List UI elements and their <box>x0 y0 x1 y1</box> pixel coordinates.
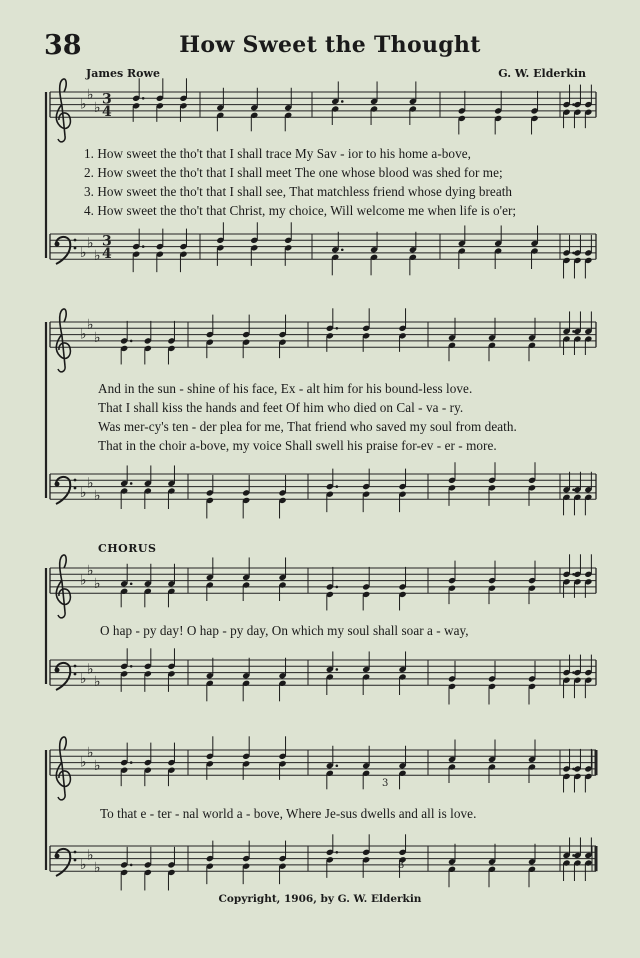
copyright: Copyright, 1906, by G. W. Elderkin <box>218 893 422 905</box>
flat-sign-icon: ♭ <box>94 99 101 116</box>
verse-line: 1. How sweet the tho't that I shall trace My Sav - ior to his home a-bove, <box>84 146 471 161</box>
flat-sign-icon: ♭ <box>94 248 101 265</box>
flat-sign-icon: ♭ <box>87 563 94 580</box>
flat-sign-icon: ♭ <box>94 860 101 877</box>
dot <box>130 761 133 764</box>
dot <box>336 851 339 854</box>
dot <box>142 245 145 248</box>
dot <box>336 586 339 589</box>
dot <box>130 340 133 343</box>
flat-sign-icon: ♭ <box>94 329 101 346</box>
flat-sign-icon: ♭ <box>87 847 94 864</box>
chorus-label: CHORUS <box>98 542 157 555</box>
dot <box>341 248 344 251</box>
dot <box>130 582 133 585</box>
bass-clef-icon <box>55 663 77 690</box>
verse-line: 2. How sweet the tho't that I shall meet The one whose blood was shed for me; <box>84 165 503 180</box>
flat-sign-icon: ♭ <box>80 856 87 873</box>
treble-clef-icon <box>56 79 70 142</box>
dot <box>336 764 339 767</box>
hymn-title: How Sweet the Thought <box>179 32 481 58</box>
tuplet-mark: 3 <box>382 778 389 789</box>
verse-line: And in the sun - shine of his face, Ex - alt him for his bound-less love. <box>98 381 473 396</box>
flat-sign-icon: ♭ <box>94 674 101 691</box>
dot <box>341 100 344 103</box>
flat-sign-icon: ♭ <box>80 96 87 113</box>
flat-sign-icon: ♭ <box>87 317 94 334</box>
dot <box>130 864 133 867</box>
treble-clef-icon <box>56 737 70 800</box>
time-signature-top: 3 <box>102 233 112 250</box>
verse-line: 4. How sweet the tho't that Christ, my choice, Will welcome me when life is o'er; <box>84 203 517 218</box>
tuplet-mark: 3 <box>398 860 405 871</box>
flat-sign-icon: ♭ <box>80 754 87 771</box>
time-signature-bottom: 4 <box>102 104 112 121</box>
verse-line: Was mer-cy's ten - der plea for me, That friend who saved my soul from death. <box>98 419 517 434</box>
time-signature-bottom: 4 <box>102 246 112 263</box>
flat-sign-icon: ♭ <box>87 661 94 678</box>
flat-sign-icon: ♭ <box>80 244 87 261</box>
dot <box>142 97 145 100</box>
flat-sign-icon: ♭ <box>80 670 87 687</box>
bass-clef-icon <box>55 237 77 264</box>
hymn-number: 38 <box>44 30 82 61</box>
verse-line: That in the choir a-bove, my voice Shall swell his praise for-ev - er - more. <box>98 438 497 453</box>
verse-line: That I shall kiss the hands and feet Of him who died on Cal - va - ry. <box>98 400 464 415</box>
chorus-line: To that e - ter - nal world a - bove, Where Je-sus dwells and all is love. <box>100 806 477 821</box>
dot <box>336 485 339 488</box>
time-signature-top: 3 <box>102 91 112 108</box>
flat-sign-icon: ♭ <box>80 326 87 343</box>
flat-sign-icon: ♭ <box>80 484 87 501</box>
flat-sign-icon: ♭ <box>87 235 94 252</box>
flat-sign-icon: ♭ <box>80 572 87 589</box>
flat-sign-icon: ♭ <box>87 475 94 492</box>
bass-clef-icon <box>55 477 77 504</box>
composer: G. W. Elderkin <box>498 67 586 80</box>
verse-line: 3. How sweet the tho't that I shall see, That matchless friend whose dying breath <box>84 184 513 199</box>
dot <box>130 665 133 668</box>
dot <box>336 668 339 671</box>
bass-clef-icon <box>55 849 77 876</box>
dot <box>130 482 133 485</box>
treble-clef-icon <box>56 309 70 372</box>
lyricist: James Rowe <box>86 67 160 80</box>
flat-sign-icon: ♭ <box>94 575 101 592</box>
flat-sign-icon: ♭ <box>94 488 101 505</box>
dot <box>336 327 339 330</box>
flat-sign-icon: ♭ <box>87 87 94 104</box>
treble-clef-icon <box>56 555 70 618</box>
chorus-line: O hap - py day! O hap - py day, On which my soul shall soar a - way, <box>100 623 469 638</box>
flat-sign-icon: ♭ <box>87 745 94 762</box>
flat-sign-icon: ♭ <box>94 757 101 774</box>
